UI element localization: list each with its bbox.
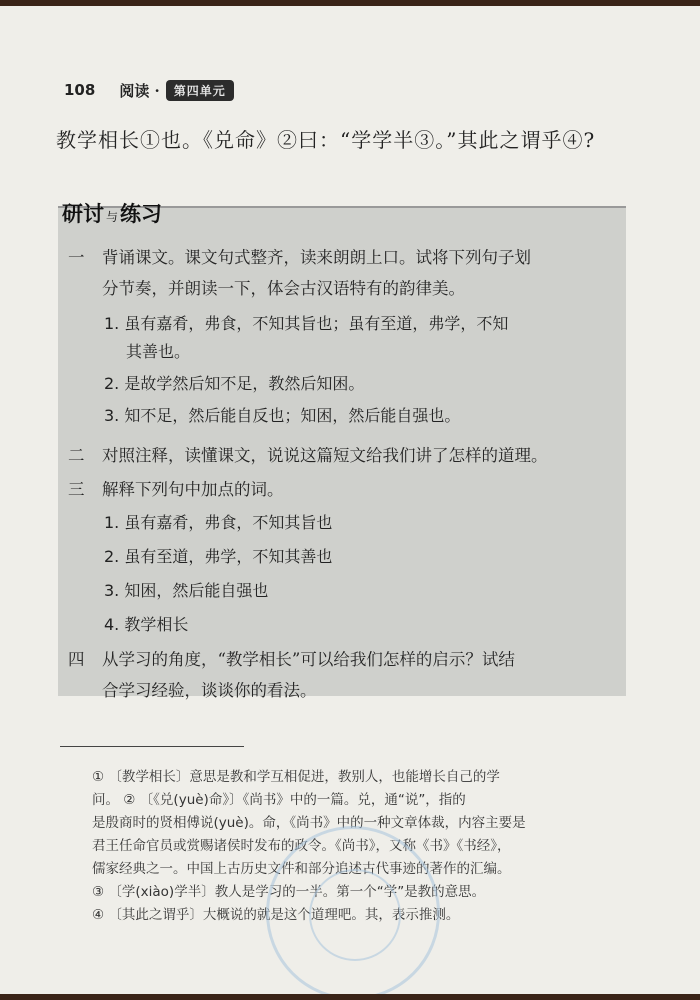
page-number: 108 [64,81,96,99]
page-header [64,78,234,102]
sub-line: 3. 知困，然后能自强也 [104,581,269,600]
exercise-item-4 [68,644,618,706]
sub-line: 3. 知不足，然后能自反也；知困，然后能自强也。 [104,406,461,425]
item-line: 合学习经验，谈谈你的看法。 [102,681,317,700]
sub-line: 2. 虽有至道，弗学，不知其善也 [104,547,333,566]
sub-list-1 [104,310,624,430]
item-number: 三 [68,480,85,499]
footnote-line: 君王任命官员或赏赐诸侯时发布的政令。《尚书》，又称《书》《书经》， [92,838,511,854]
sub-line: 4. 教学相长 [104,615,189,634]
exercise-item-1 [68,242,618,304]
item-number: 四 [68,650,85,669]
footnote-line: ③ 〔学(xiào)学半〕教人是学习的一半。第一个“学”是教的意思。 [92,884,486,900]
item-line: 背诵课文。课文句式整齐，读来朗朗上口。试将下列句子划 [102,248,531,267]
exercise-title-small: 与 [106,210,119,224]
classical-text-line: 教学相长①也。《兑命》②曰：“学学半③。”其此之谓乎④? [56,128,596,152]
item-line: 从学习的角度，“教学相长”可以给我们怎样的启示？试结 [102,650,515,669]
sub-line: 1. 虽有嘉肴，弗食，不知其旨也；虽有至道，弗学，不知 [104,314,509,333]
footnote-line: 是殷商时的贤相傅说(yuè)。命，《尚书》中的一种文章体裁，内容主要是 [92,815,526,831]
sub-line: 1. 虽有嘉肴，弗食，不知其旨也 [104,513,333,532]
top-border [0,0,700,6]
exercise-item-3 [68,474,618,505]
unit-badge: 第四单元 [166,80,234,101]
footnote-line: 儒家经典之一。中国上古历史文件和部分追述古代事迹的著作的汇编。 [92,861,511,877]
footnote-line: 问。 ② 〔《兑(yuè)命》〕《尚书》中的一篇。兑，通“说”，指的 [92,792,466,808]
sub-line: 其善也。 [126,342,191,361]
section-label: 阅读 · [119,81,160,100]
footnote-line: ④ 〔其此之谓乎〕大概说的就是这个道理吧。其，表示推测。 [92,907,460,923]
sub-list-3 [104,506,624,642]
item-number: 一 [68,248,85,267]
item-number: 二 [68,446,85,465]
footnote-rule [60,746,244,747]
exercise-title-main: 研讨 [62,202,104,226]
watermark-inner-ring [309,869,401,961]
exercise-title-main2: 练习 [120,202,163,226]
bottom-border [0,994,700,1000]
item-line: 分节奏，并朗读一下，体会古汉语特有的韵律美。 [102,279,465,298]
item-line: 解释下列句中加点的词。 [102,480,284,499]
exercise-title [62,198,162,228]
exercise-item-2 [68,440,618,471]
sub-line: 2. 是故学然后知不足，教然后知困。 [104,374,365,393]
watermark-stamp [266,826,440,1000]
footnote-line: ① 〔教学相长〕意思是教和学互相促进，教别人，也能增长自己的学 [92,769,500,785]
item-line: 对照注释，读懂课文，说说这篇短文给我们讲了怎样的道理。 [102,446,548,465]
